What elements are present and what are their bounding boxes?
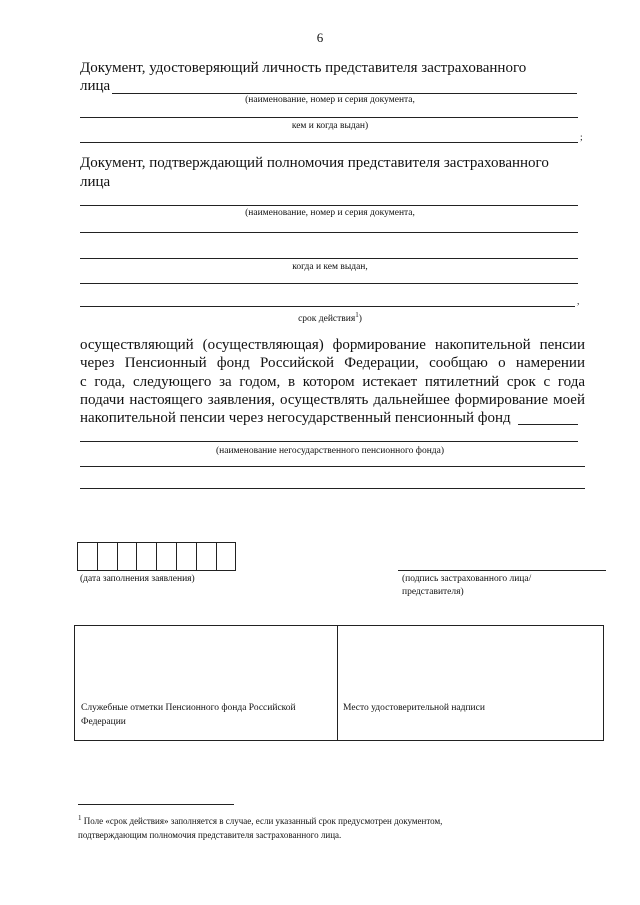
- fund-input-line-2[interactable]: [80, 466, 585, 467]
- section2-caption1: (наименование, номер и серия документа,: [245, 208, 415, 218]
- service-marks-table: [74, 625, 604, 741]
- date-cell[interactable]: [156, 542, 177, 571]
- section2-title-line2: лица: [80, 174, 111, 190]
- section1-caption1: (наименование, номер и серия документа,: [245, 95, 415, 105]
- statement-line: через Пенсионный фонд Российской Федерации, сообщаю о намерении: [80, 355, 585, 372]
- statement-line: подачи настоящего заявления, осуществлять дальнейшее формирование моей: [80, 391, 585, 408]
- section2-input-line-2[interactable]: [80, 232, 578, 233]
- date-cell[interactable]: [136, 542, 157, 571]
- signature-caption-line1: (подпись застрахованного лица/: [402, 574, 532, 584]
- date-cell[interactable]: [196, 542, 217, 571]
- fund-input-line-3[interactable]: [80, 488, 585, 489]
- section2-input-line-4[interactable]: [80, 283, 578, 284]
- statement-line: осуществляющий (осуществляющая) формирование накопительной пенсии: [80, 337, 585, 353]
- footnote-separator: [78, 804, 234, 805]
- date-cell[interactable]: [97, 542, 118, 571]
- fund-input-line-1[interactable]: [80, 441, 578, 442]
- service-marks-cell: [81, 701, 333, 729]
- signature-line[interactable]: [398, 570, 606, 571]
- section2-input-line-3[interactable]: [80, 258, 578, 259]
- date-cell[interactable]: [216, 542, 237, 571]
- table-divider: [337, 626, 338, 740]
- section2-end-mark: ,: [577, 297, 580, 307]
- section2-input-line-1[interactable]: [80, 205, 578, 206]
- signature-caption-line2: представителя): [402, 587, 464, 597]
- fund-caption: (наименование негосударственного пенсионного фонда): [216, 446, 444, 456]
- statement-line: накопительной пенсии через негосударственный пенсионный фонд: [80, 410, 511, 427]
- footnote-ref: 1: [355, 311, 359, 319]
- caption3-text: срок действия: [298, 314, 356, 325]
- section1-input-line-1[interactable]: [112, 93, 577, 94]
- section2-caption2: когда и кем выдан,: [292, 262, 368, 272]
- statement-paragraph: [80, 336, 585, 427]
- footnote: [78, 811, 442, 842]
- section1-title-line2: лица: [80, 78, 111, 94]
- date-cell[interactable]: [77, 542, 98, 571]
- date-cell[interactable]: [117, 542, 138, 571]
- page-number: 6: [316, 30, 324, 45]
- section1-end-mark: ;: [580, 133, 583, 143]
- caption3-close: ): [358, 314, 362, 325]
- fund-input-line-inline[interactable]: [518, 424, 578, 425]
- footnote-marker: 1: [78, 814, 82, 822]
- section1-input-line-2[interactable]: [80, 117, 578, 118]
- date-caption: (дата заполнения заявления): [80, 574, 195, 584]
- footnote-line2: подтверждающим полномочия представителя застрахованного лица.: [78, 830, 342, 840]
- service-marks-label-line1: Служебные отметки Пенсионного фонда Российской: [81, 703, 296, 713]
- date-cells[interactable]: [78, 542, 236, 571]
- statement-line: с года, следующего за годом, в котором истекает пятилетний срок с года: [80, 373, 585, 390]
- section1-caption2: кем и когда выдан): [291, 121, 369, 131]
- section2-input-line-5[interactable]: [80, 306, 575, 307]
- section2-title-line1: Документ, подтверждающий полномочия представителя застрахованного: [80, 155, 549, 171]
- date-cell[interactable]: [176, 542, 197, 571]
- service-marks-label-line2: Федерации: [81, 717, 126, 727]
- footnote-line1: Поле «срок действия» заполняется в случае, если указанный срок предусмотрен документом,: [83, 816, 443, 826]
- section1-title-line1: Документ, удостоверяющий личность представителя застрахованного: [80, 60, 527, 76]
- section2-caption3: [80, 311, 580, 324]
- section1-input-line-3[interactable]: [80, 142, 578, 143]
- certification-label: Место удостоверительной надписи: [343, 703, 485, 713]
